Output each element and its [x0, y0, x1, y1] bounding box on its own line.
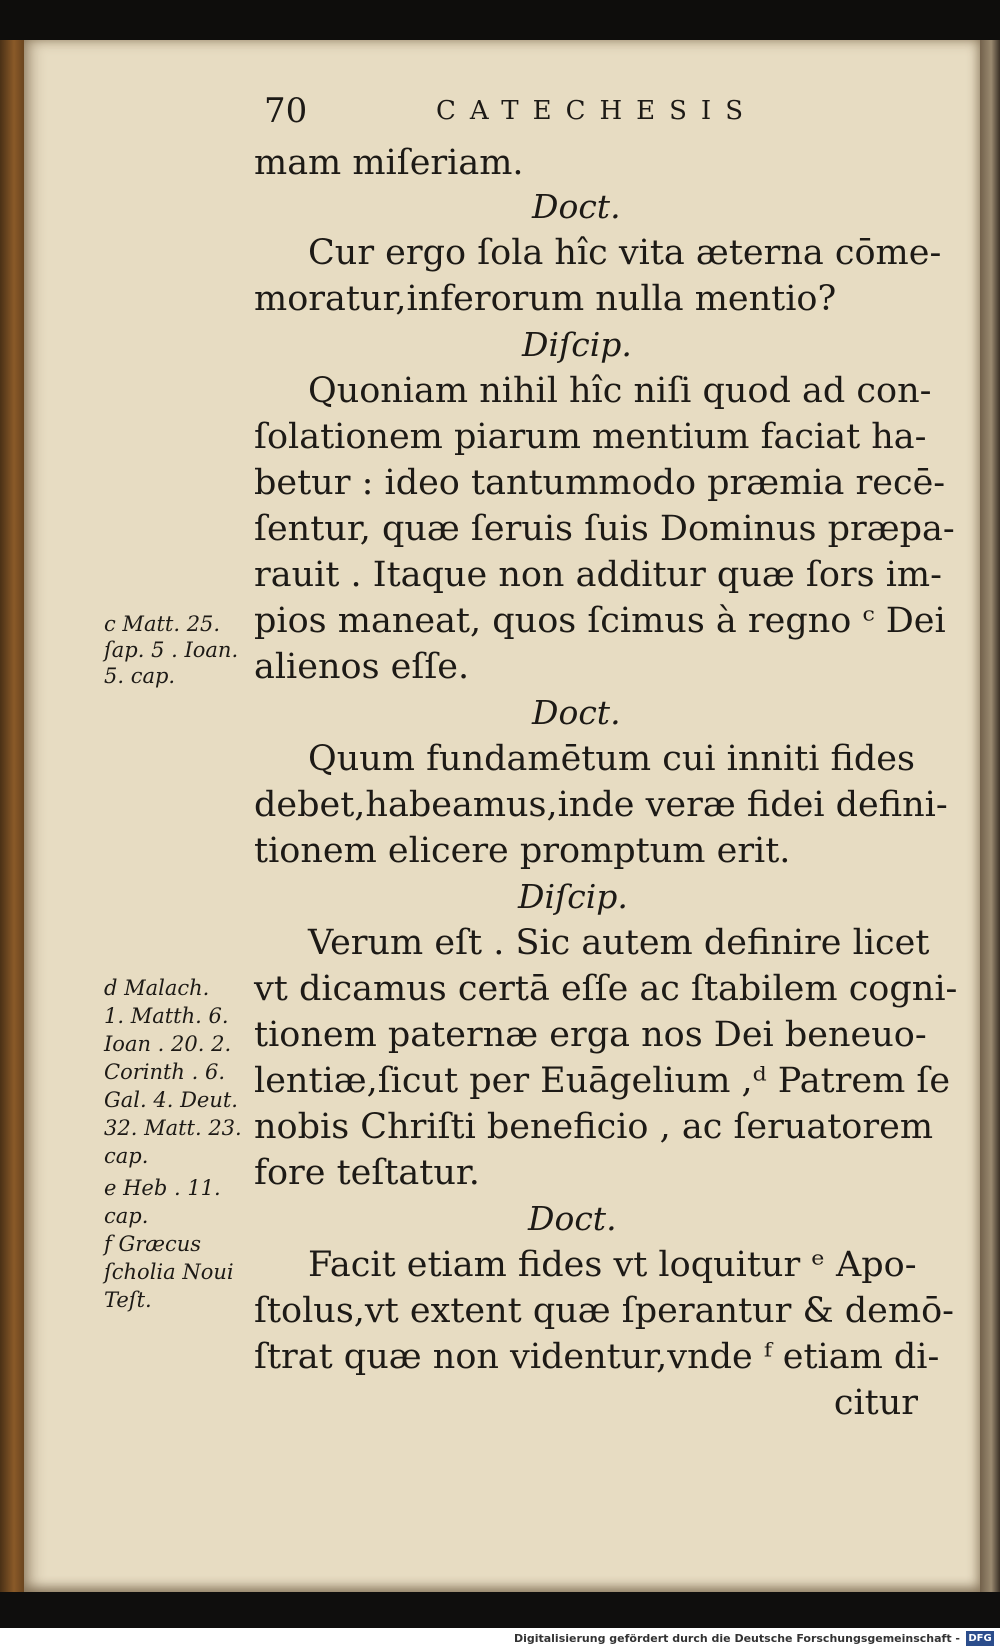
text-line: lentiæ,ſicut per Euāgelium ,ᵈ Patrem ſe [254, 1061, 951, 1101]
digitization-footer [0, 1628, 1000, 1650]
speaker-label: Doct. [532, 693, 621, 732]
text-line: Cur ergo ſola hîc vita æterna cōme- [308, 233, 942, 273]
margin-note: f Græcus [104, 1232, 202, 1256]
margin-note: Gal. 4. Deut. [104, 1088, 238, 1112]
text-line: Verum eſt . Sic autem definire licet [308, 923, 930, 963]
margin-note: ſcholia Noui [104, 1260, 234, 1284]
page-number: 70 [264, 91, 308, 131]
book-cover-edge [978, 40, 1000, 1600]
margin-note: Ioan . 20. 2. [104, 1032, 232, 1056]
speaker-label: Diſcip. [518, 877, 628, 916]
text-line: ſolationem piarum mentium faciat ha- [254, 417, 927, 457]
book-cover-top [0, 0, 1000, 42]
text-line: debet,habeamus,inde veræ fidei defini- [254, 785, 948, 825]
text-line: fore teſtatur. [254, 1153, 480, 1193]
text-line: ſtolus,vt extent quæ ſperantur & demō- [254, 1291, 954, 1331]
margin-note: e Heb . 11. [104, 1176, 221, 1200]
text-line: moratur,inferorum nulla mentio? [254, 279, 837, 319]
speaker-label: Doct. [528, 1199, 617, 1238]
text-line: Quum fundamētum cui inniti fides [308, 739, 915, 779]
margin-note: ſap. 5 . Ioan. [104, 638, 239, 662]
running-head: CATECHESIS [436, 96, 758, 126]
speaker-label: Doct. [532, 187, 621, 226]
text-line: rauit . Itaque non additur quæ ſors im- [254, 555, 942, 595]
text-line: ſentur, quæ ſeruis ſuis Dominus præpa- [254, 509, 955, 549]
text-line: mam miſeriam. [254, 143, 524, 183]
page-sheet [24, 40, 980, 1592]
text-line: Facit etiam fides vt loquitur ᵉ Apo- [308, 1245, 917, 1285]
dfg-logo: DFG [966, 1631, 994, 1646]
funding-credit: Digitalisierung gefördert durch die Deutsche Forschungsgemeinschaft - [513, 1632, 960, 1645]
text-line: vt dicamus certā eſſe ac ſtabilem cogni- [254, 969, 958, 1009]
text-line: betur : ideo tantummodo præmia recē- [254, 463, 946, 503]
margin-note: 5. cap. [104, 664, 176, 688]
margin-note: d Malach. [104, 976, 210, 1000]
margin-note: cap. [104, 1204, 149, 1228]
text-line: Quoniam nihil hîc niſi quod ad con- [308, 371, 932, 411]
margin-note: cap. [104, 1144, 149, 1168]
margin-note: 1. Matth. 6. [104, 1004, 229, 1028]
text-line: ſtrat quæ non videntur,vnde ᶠ etiam di- [254, 1337, 940, 1377]
text-line: pios maneat, quos ſcimus à regno ᶜ Dei [254, 601, 946, 641]
margin-note: Corinth . 6. [104, 1060, 226, 1084]
text-line: tionem paternæ erga nos Dei beneuo- [254, 1015, 927, 1055]
speaker-label: Diſcip. [522, 325, 632, 364]
margin-note: Teſt. [104, 1288, 152, 1312]
margin-note: 32. Matt. 23. [104, 1116, 242, 1140]
text-line: tionem elicere promptum erit. [254, 831, 791, 871]
text-line: citur [833, 1383, 918, 1423]
text-line: alienos eſſe. [254, 647, 470, 687]
margin-note: c Matt. 25. [104, 612, 221, 636]
text-line: nobis Chriſti beneficio , ac ſeruatorem [254, 1107, 934, 1147]
